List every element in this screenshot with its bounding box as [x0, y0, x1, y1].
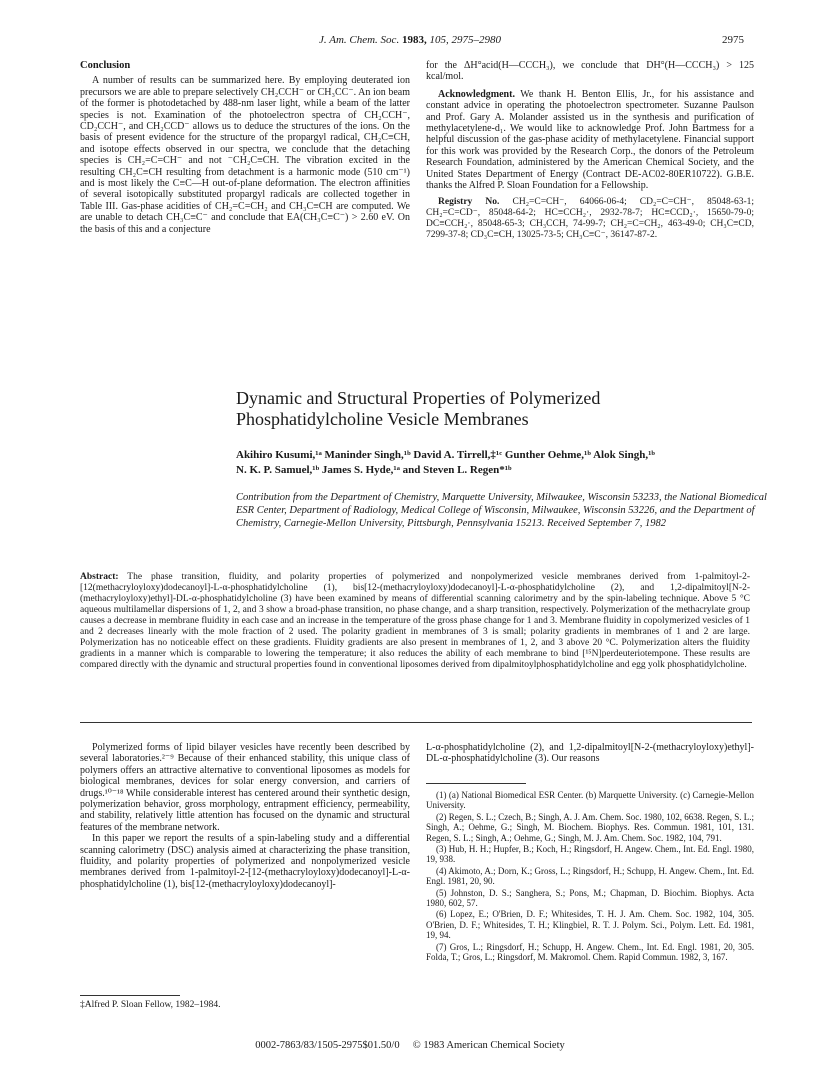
conclusion-heading: Conclusion	[80, 60, 131, 71]
article-title	[236, 388, 756, 430]
abstract-text: The phase transition, fluidity, and polarity properties of polymerized and nonpolymerized vesicle membranes derived from 1-palmitoyl-2-[12(methacryloyloxy)dodecanoyl]-L-α-phosphatidylcholine (1), bis[12-(methacryloyloxy)dodecanoyl]-L-α-phosphatidylcholine (2), and 1,2-dipalmitoyl[N-2-(methacryloyloxy)ethyl]-DL-α-phosphatidylcholine (3) have been examined by means of differential scanning calorimetry and by the spin-labeling technique. Above 5 °C aqueous multilamellar dispersions of 1, 2, and 3 show a broad-phase transition, no phase change, and a sharp transition, respectively. Polymerization of the methacrylate group causes a decrease in membrane fluidity in each case and an increase in the temperature of the gross phase change for 1 and 3. Membrane fluidity in copolymerized vesicles of 1 and 2 decreases linearly with the mole fraction of 2 used. The polarity gradient in membranes of 3 is small; polarity gradients in membranes of 1 and 2 are large. Polymerization has no noticeable effect on these gradients. Fluidity gradients are also present in membranes of 1, 2, and 3 above 20 °C. Polymerization alters the fluidity gradients in a manner which is comparable to lowering the temperature; it also reduces the ability of each membrane to bind [¹⁵N]perdeuteriotempone. These results are compared directly with the dynamic and structural properties found in conventional liposomes derived from dipalmitoylphosphatidylcholine and egg yolk phosphatidylcholine.	[80, 572, 750, 670]
acknowledgment-text: We thank H. Benton Ellis, Jr., for his assistance and constant advice in operating the photoelectron spectrometer. Suzanne Paulson and Prof. Gary A. Molander assisted us in the synthesis and purification of methylacetylene-d₁. We would like to acknowledge Prof. John Bartmess for a helpful discussion of the gas-phase acidity of methylacetylene. Financial support for this work was provided by the Research Corp., the donors of the Petroleum Research Foundation, administered by the American Chemical Society, and the United States Department of Energy (Contract DE-AC02-80ER10722). G.B.E. thanks the Alfred P. Sloan Foundation for a Fellowship.	[426, 88, 754, 192]
intro-paragraph-2: In this paper we report the results of a spin-labeling study and a differential scanning calorimetry (DSC) analysis aimed at characterizing the phase transition, fluidity, and polarity properties of polymerized and nonpolymerized vesicle membranes derived from 1-palmitoyl-2-[12-(methacryloyloxy)dodecanoyl]-L-α-phosphatidylcholine (1), bis[12-(methacryloyloxy)dodecanoyl]-	[80, 833, 410, 890]
conclusion-paragraph: A number of results can be summarized here. By employing deuterated ion precursors we are able to prepare selectively CH₂CCH⁻ or CH₃CC⁻. An ion beam of the former is photodetached by 488-nm laser light, while a beam of the latter species is not. Examination of the photoelectron spectra of CH₂CCH⁻, CD₂CCH⁻, and CH₂CCD⁻ allows us to deduce the structures of the ions. On the basis of present evidence for the structure of the propargyl radical, CH₂C≡CH, and isotope effects observed in our spectra, we conclude that the detaching species is CH₂=C=CH⁻ and not ⁻CH₂C≡CH. The vibration excited in the resulting CH₂C≡CH resulting from detachment is a harmonic mode (510 cm⁻¹) and is most likely the C≡C—H out-of-plane deformation. The electron affinities of several isotopically substituted propargyl radicals are collected together in Table III. Gas-phase acidities of CH₂=C=CH₂ and CH₃C≡CH are computed. We are unable to detach CH₃C≡C⁻ and conclude that EA(CH₃C≡C⁻) > 2.60 eV. On the basis of this and a conjecture	[80, 75, 410, 235]
references-divider	[426, 783, 526, 784]
page-number: 2975	[722, 34, 744, 46]
title-line-2: Phosphatidylcholine Vesicle Membranes	[236, 409, 529, 429]
journal-name: J. Am. Chem. Soc.	[319, 34, 400, 46]
references-list	[426, 790, 754, 964]
page-footer	[0, 1040, 820, 1051]
journal-volume-pages: 105, 2975–2980	[429, 34, 501, 46]
registry-paragraph	[426, 197, 754, 240]
reference-item: (5) Johnston, D. S.; Sanghera, S.; Pons, M.; Chapman, D. Biochim. Biophys. Acta 1980, 602, 57.	[426, 887, 754, 909]
footnote-divider	[80, 995, 180, 996]
reference-item: (2) Regen, S. L.; Czech, B.; Singh, A. J. Am. Chem. Soc. 1980, 102, 6638. Regen, S. L.; Singh, A.; Oehme, G.; Singh, M. Biochem. Biophys. Res. Commun. 1981, 101, 131. Regen, S. L.; Singh, A.; Oehme, G.; Singh, M. J. Am. Chem. Soc. 1982, 104, 791.	[426, 811, 754, 843]
journal-year: 1983,	[401, 34, 427, 46]
author-list	[236, 448, 776, 478]
body-right-column	[426, 742, 754, 765]
running-header	[0, 34, 820, 46]
reference-item: (3) Hub, H. H.; Hupfer, B.; Koch, H.; Ringsdorf, H. Angew. Chem., Int. Ed. Engl. 1980, 19, 938.	[426, 844, 754, 865]
abstract-divider	[80, 722, 752, 723]
footnote: ‡Alfred P. Sloan Fellow, 1982–1984.	[80, 1000, 221, 1010]
abstract-label: Abstract:	[80, 572, 119, 582]
reference-item: (6) Lopez, E.; O'Brien, D. F.; Whitesides, T. H. J. Am. Chem. Soc. 1982, 104, 305. O'Brien, D. F.; Whitesides, T. H.; Klingbiel, R. T. J. Polym. Sci., Polym. Lett. Ed. 1981, 19, 94.	[426, 909, 754, 941]
conclusion-continuation: for the ΔH°acid(H—CCCH₃), we conclude that DH°(H—CCCH₃) > 125 kcal/mol.	[426, 60, 754, 83]
authors-line-1: Akihiro Kusumi,¹ᵃ Maninder Singh,¹ᵇ David A. Tirrell,‡¹ᶜ Gunther Oehme,¹ᵇ Alok Singh,¹ᵇ	[236, 449, 655, 461]
intro-paragraph-1: Polymerized forms of lipid bilayer vesicles have recently been described by several laboratories.²⁻⁹ Because of their enhanced stability, this unique class of polymers offers an attractive alternative to conventional liposomes as models for biological membranes, devices for solar energy conversion, and carriers of drugs.¹⁰⁻¹⁸ While considerable interest has centered around their synthetic design, polymerization behavior, gross morphology, entrapment efficiency, permeability, and stability, relatively little attention has focused on the dynamic and structural features of the membrane network.	[80, 742, 410, 833]
acknowledgment-paragraph	[426, 89, 754, 192]
registry-text: CH₂=C=CH⁻, 64066-06-4; CD₂=C=CH⁻, 85048-63-1; CH₂=C=CD⁻, 85048-64-2; HC≡CCH₂·, 2932-78-7; HC≡CCD₂·, 15650-79-0; DC≡CCH₂·, 85048-65-3; CH₃CCH, 74-99-7; CH₂=C=CH₂, 463-49-0; CH₃C≡CD, 7299-37-8; CD₃C≡CH, 13025-73-5; CH₃C≡C⁻, 36147-87-2.	[426, 197, 755, 240]
acknowledgment-label: Acknowledgment.	[438, 88, 515, 100]
body-left-column	[80, 742, 410, 890]
footer-code: 0002-7863/83/1505-2975$01.50/0	[255, 1040, 400, 1051]
reference-item: (4) Akimoto, A.; Dorn, K.; Gross, L.; Ringsdorf, H.; Schupp, H. Angew. Chem., Int. Ed. Engl. 1981, 20, 90.	[426, 865, 754, 887]
conclusion-section	[80, 60, 410, 235]
title-line-1: Dynamic and Structural Properties of Polymerized	[236, 388, 601, 408]
registry-label: Registry No.	[438, 197, 500, 208]
reference-item: (1) (a) National Biomedical ESR Center. (b) Marquette University. (c) Carnegie-Mellon University.	[426, 790, 754, 811]
right-top-column	[426, 60, 754, 241]
abstract-block	[80, 572, 750, 671]
body-right-paragraph: L-α-phosphatidylcholine (2), and 1,2-dipalmitoyl[N-2-(methacryloyloxy)ethyl]-DL-α-phosphatidylcholine (3). Our reasons	[426, 742, 754, 765]
authors-line-2: N. K. P. Samuel,¹ᵇ James S. Hyde,¹ᵃ and Steven L. Regen*¹ᵇ	[236, 464, 512, 476]
reference-item: (7) Gros, L.; Ringsdorf, H.; Schupp, H. Angew. Chem., Int. Ed. Engl. 1981, 20, 305. Folda, T.; Gros, L.; Ringsdorf, M. Makromol. Chem. Rapid Commun. 1982, 3, 167.	[426, 941, 754, 963]
footer-copyright: © 1983 American Chemical Society	[412, 1040, 565, 1051]
affiliation-text: Contribution from the Department of Chemistry, Marquette University, Milwaukee, Wisconsin 53233, the National Biomedical ESR Center, Department of Radiology, Medical College of Wisconsin, Milwaukee, Wisconsin 53226, and the Department of Chemistry, Carnegie-Mellon University, Pittsburgh, Pennsylvania 15213. Received September 7, 1982	[236, 492, 767, 529]
